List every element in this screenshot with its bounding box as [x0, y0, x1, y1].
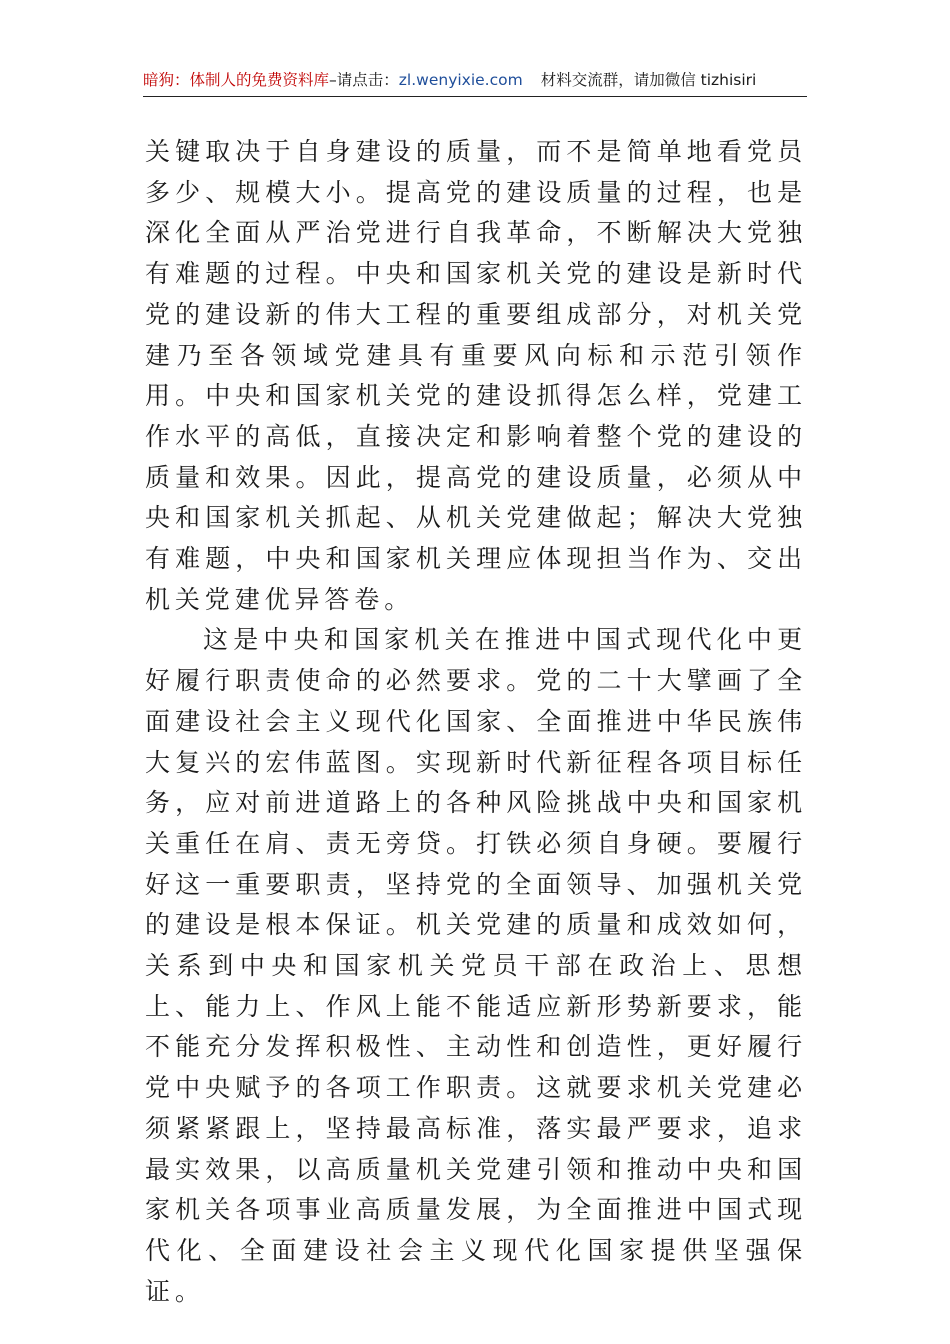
- header-url-link[interactable]: zl.wenyixie.com: [398, 71, 523, 89]
- paragraph: 这是中央和国家机关在推进中国式现代化中更好履行职责使命的必然要求。党的二十大擘画了全面建设社会主义现代化国家、全面推进中华民族伟大复兴的宏伟蓝图。实现新时代新征程各项目标任务，应对前进道路上的各种风险挑战中央和国家机关重任在肩、责无旁贷。打铁必须自身硬。要履行好这一重要职责，坚持党的全面领导、加强机关党的建设是根本保证。机关党建的质量和成效如何，关系到中央和国家机关党员干部在政治上、思想上、能力上、作风上能不能适应新形势新要求，能不能充分发挥积极性、主动性和创造性，更好履行党中央赋予的各项工作职责。这就要求机关党建必须紧紧跟上，坚持最高标准，落实最严要求，追求最实效果，以高质量机关党建引领和推动中央和国家机关各项事业高质量发展，为全面推进中国式现代化、全面建设社会主义现代化国家提供坚强保证。: [145, 625, 807, 1306]
- document-body: [145, 132, 807, 1312]
- paragraph-continued: 关键取决于自身建设的质量，而不是简单地看党员多少、规模大小。提高党的建设质量的过程，也是深化全面从严治党进行自我革命，不断解决大党独有难题的过程。中央和国家机关党的建设是新时代党的建设新的伟大工程的重要组成部分，对机关党建乃至各领域党建具有重要风向标和示范引领作用。中央和国家机关党的建设抓得怎么样，党建工作水平的高低，直接决定和影响着整个党的建设的质量和效果。因此，提高党的建设质量，必须从中央和国家机关抓起、从机关党建做起；解决大党独有难题，中央和国家机关理应体现担当作为、交出机关党建优异答卷。: [145, 137, 807, 614]
- page-header: [143, 66, 807, 97]
- header-prompt: –请点击：: [329, 71, 399, 89]
- header-contact: 材料交流群，请加微信 tizhisiri: [540, 71, 757, 89]
- header-brand: 暗狗：体制人的免费资料库: [143, 71, 330, 89]
